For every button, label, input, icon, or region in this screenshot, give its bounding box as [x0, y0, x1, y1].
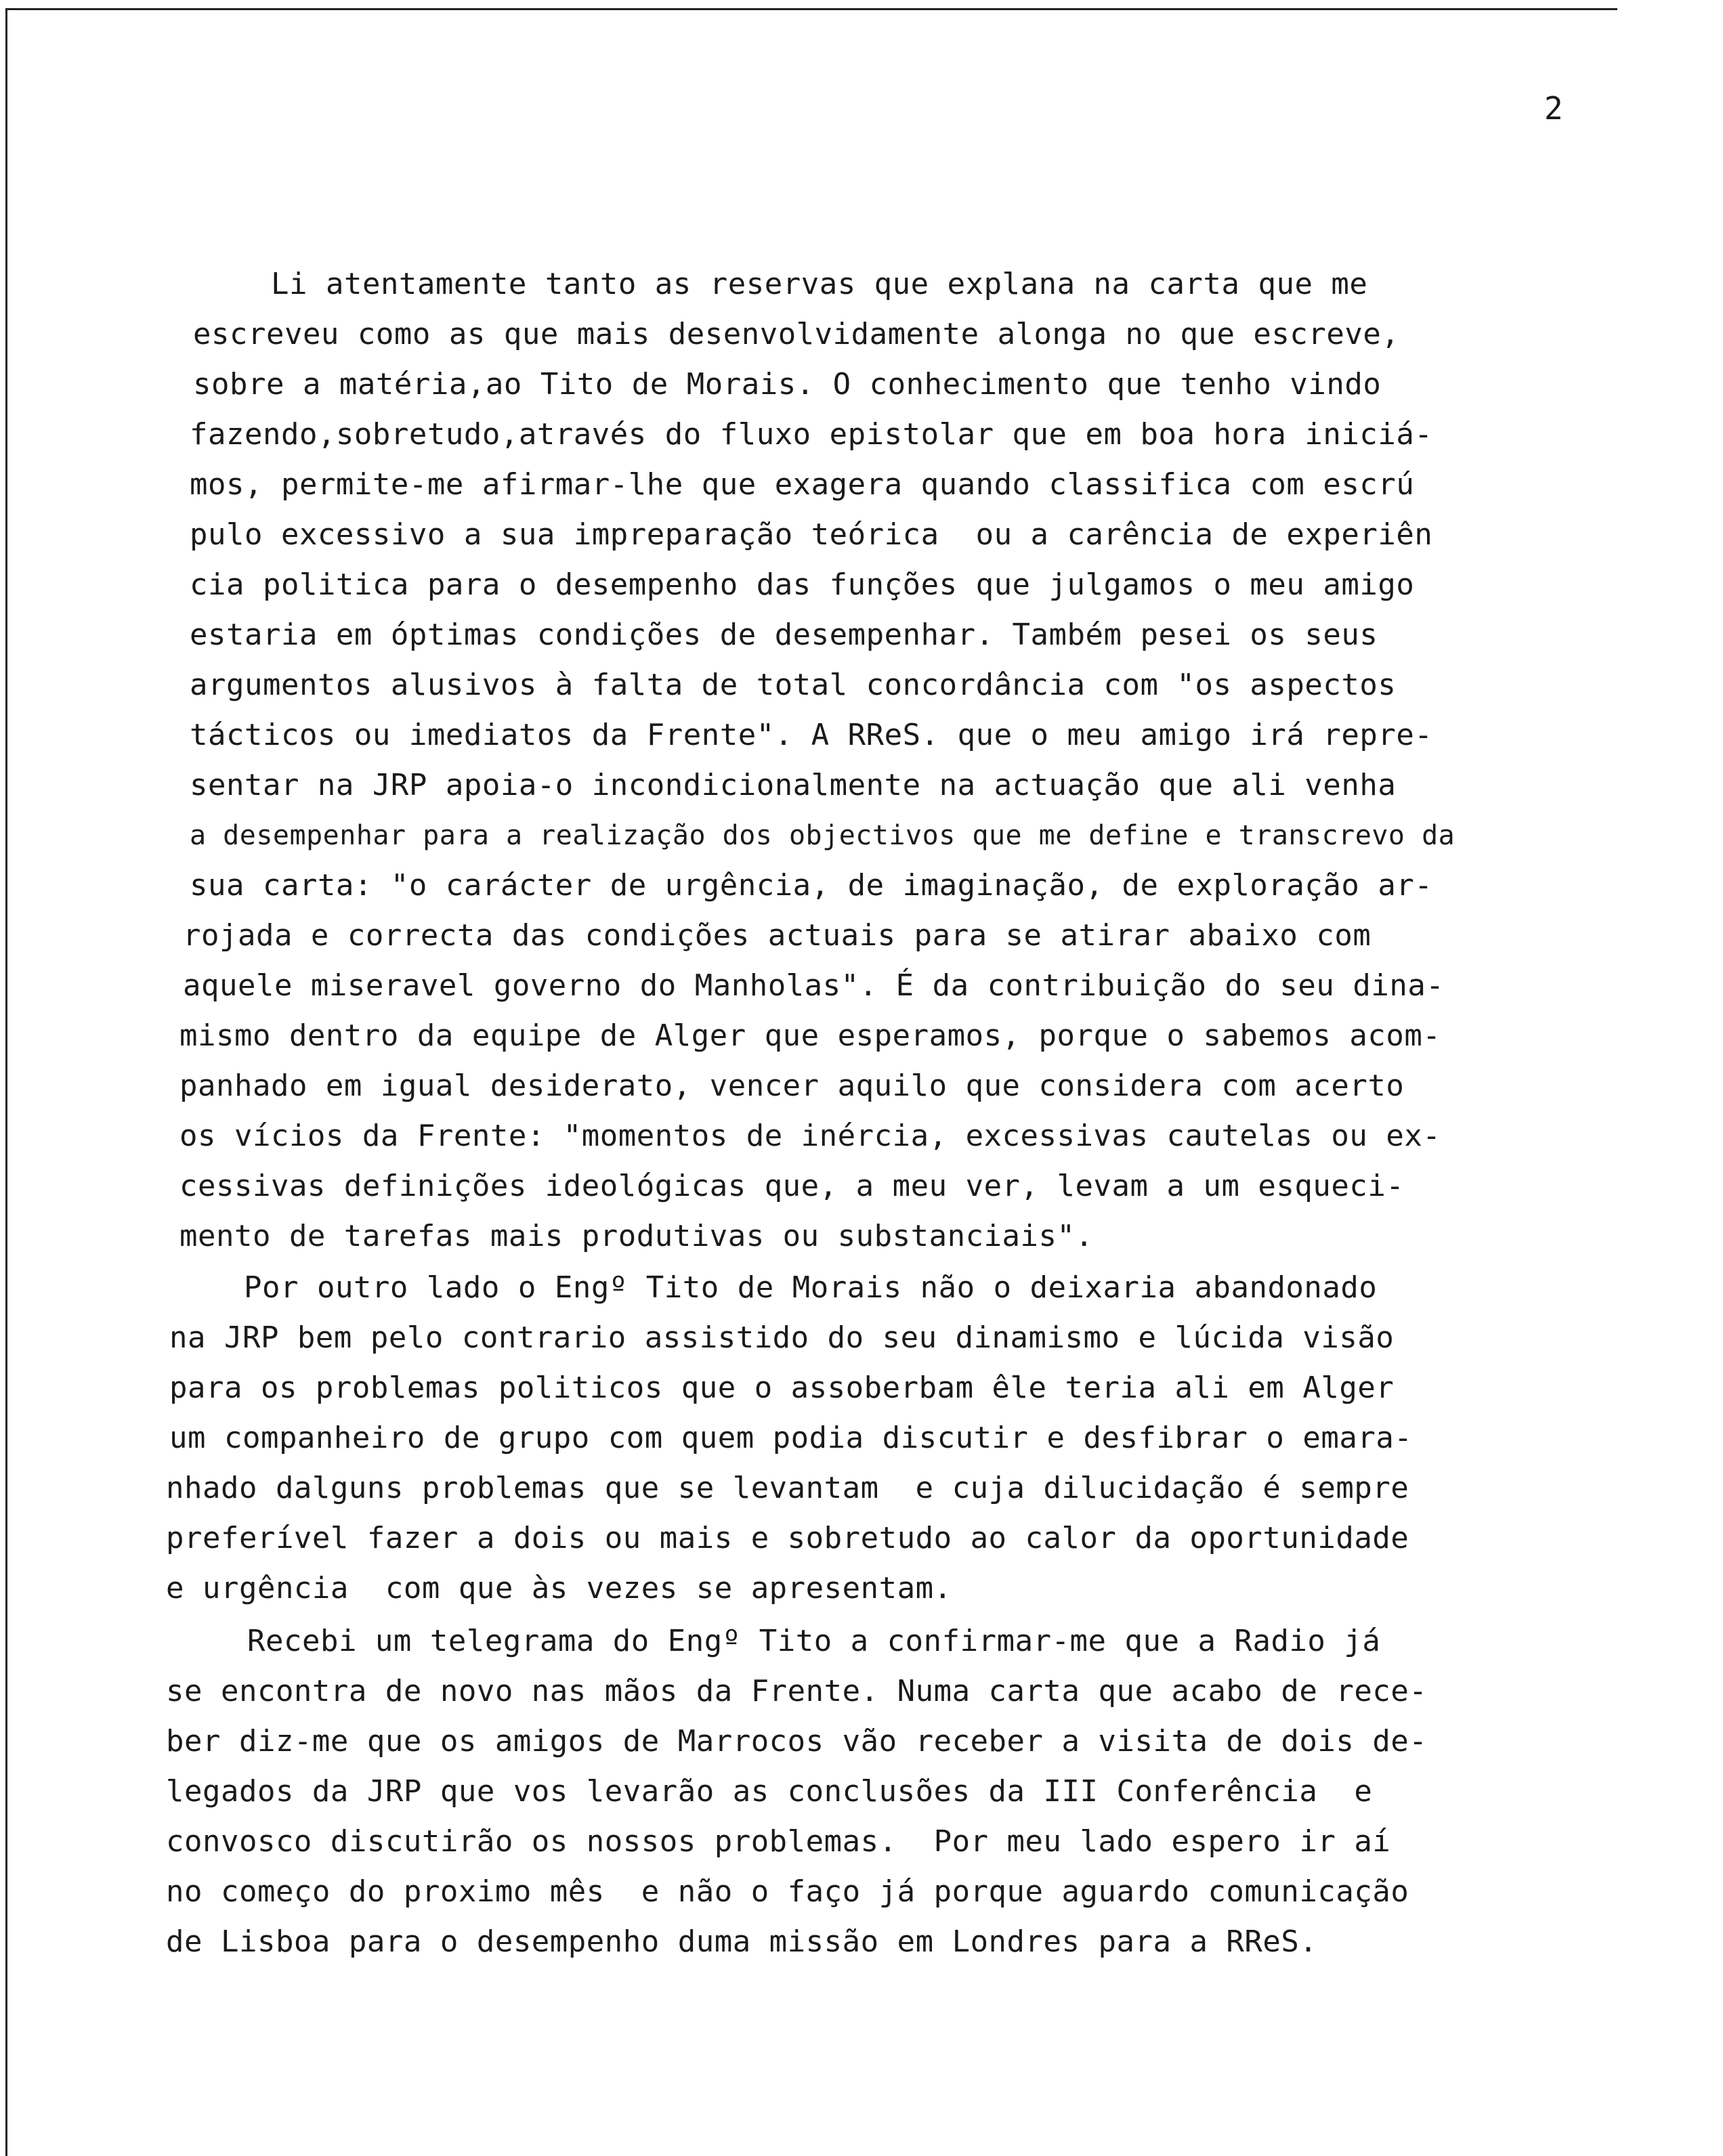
text-line: Por outro lado o Engº Tito de Morais não o deixaria abandonado: [244, 1270, 1378, 1305]
text-line: mismo dentro da equipe de Alger que esperamos, porque o sabemos acom-: [179, 1018, 1441, 1053]
text-line: aquele miseravel governo do Manholas". É da contribuição do seu dina-: [183, 968, 1445, 1003]
page-number: 2: [1544, 90, 1563, 127]
text-line: pulo excessivo a sua impreparação teórica ou a carência de experiên: [190, 517, 1433, 552]
text-line: sobre a matéria,ao Tito de Morais. O conhecimento que tenho vindo: [193, 367, 1382, 402]
text-line: estaria em óptimas condições de desempenhar. Também pesei os seus: [190, 618, 1378, 652]
text-line: rojada e correcta das condições actuais para se atirar abaixo com: [183, 918, 1371, 953]
text-line: a desempenhar para a realização dos objectivos que me define e transcrevo da: [190, 820, 1455, 851]
text-line: preferível fazer a dois ou mais e sobretudo ao calor da oportunidade: [166, 1521, 1409, 1555]
text-line: argumentos alusivos à falta de total concordância com "os aspectos: [190, 668, 1397, 702]
text-line: os vícios da Frente: "momentos de inércia, excessivas cautelas ou ex-: [179, 1119, 1441, 1153]
text-line: escreveu como as que mais desenvolvidamente alonga no que escreve,: [193, 317, 1400, 351]
text-line: de Lisboa para o desempenho duma missão em Londres para a RReS.: [166, 1924, 1318, 1959]
text-line: se encontra de novo nas mãos da Frente. Numa carta que acabo de rece-: [166, 1674, 1428, 1708]
text-line: nhado dalguns problemas que se levantam e cuja dilucidação é sempre: [166, 1471, 1409, 1505]
text-line: fazendo,sobretudo,através do fluxo epistolar que em boa hora iniciá-: [190, 417, 1433, 452]
text-line: e urgência com que às vezes se apresentam.: [166, 1571, 952, 1605]
text-line: sentar na JRP apoia-o incondicionalmente na actuação que ali venha: [190, 768, 1397, 802]
page-top-edge: [5, 8, 1617, 10]
text-line: ber diz-me que os amigos de Marrocos vão receber a visita de dois de-: [166, 1724, 1428, 1759]
text-line: mos, permite-me afirmar-lhe que exagera quando classifica com escrú: [190, 467, 1415, 502]
text-line: na JRP bem pelo contrario assistido do seu dinamismo e lúcida visão: [169, 1320, 1395, 1355]
text-line: cessivas definições ideológicas que, a meu ver, levam a um esqueci-: [179, 1169, 1405, 1203]
text-line: tácticos ou imediatos da Frente". A RReS. que o meu amigo irá repre-: [190, 718, 1433, 752]
text-line: Li atentamente tanto as reservas que explana na carta que me: [271, 267, 1368, 301]
text-line: panhado em igual desiderato, vencer aquilo que considera com acerto: [179, 1069, 1405, 1103]
text-line: convosco discutirão os nossos problemas. Por meu lado espero ir aí: [166, 1824, 1391, 1859]
text-line: no começo do proximo mês e não o faço já porque aguardo comunicação: [166, 1874, 1409, 1909]
text-line: legados da JRP que vos levarão as conclusões da III Conferência e: [166, 1774, 1373, 1809]
text-line: sua carta: "o carácter de urgência, de imaginação, de exploração ar-: [190, 868, 1433, 903]
text-line: um companheiro de grupo com quem podia discutir e desfibrar o emara-: [169, 1421, 1413, 1455]
text-line: Recebi um telegrama do Engº Tito a confirmar-me que a Radio já: [247, 1624, 1381, 1658]
text-line: mento de tarefas mais produtivas ou substanciais".: [179, 1219, 1094, 1253]
text-line: para os problemas politicos que o assoberbam êle teria ali em Alger: [169, 1371, 1395, 1405]
page-left-edge: [5, 8, 7, 2156]
text-line: cia politica para o desempenho das funções que julgamos o meu amigo: [190, 567, 1415, 602]
